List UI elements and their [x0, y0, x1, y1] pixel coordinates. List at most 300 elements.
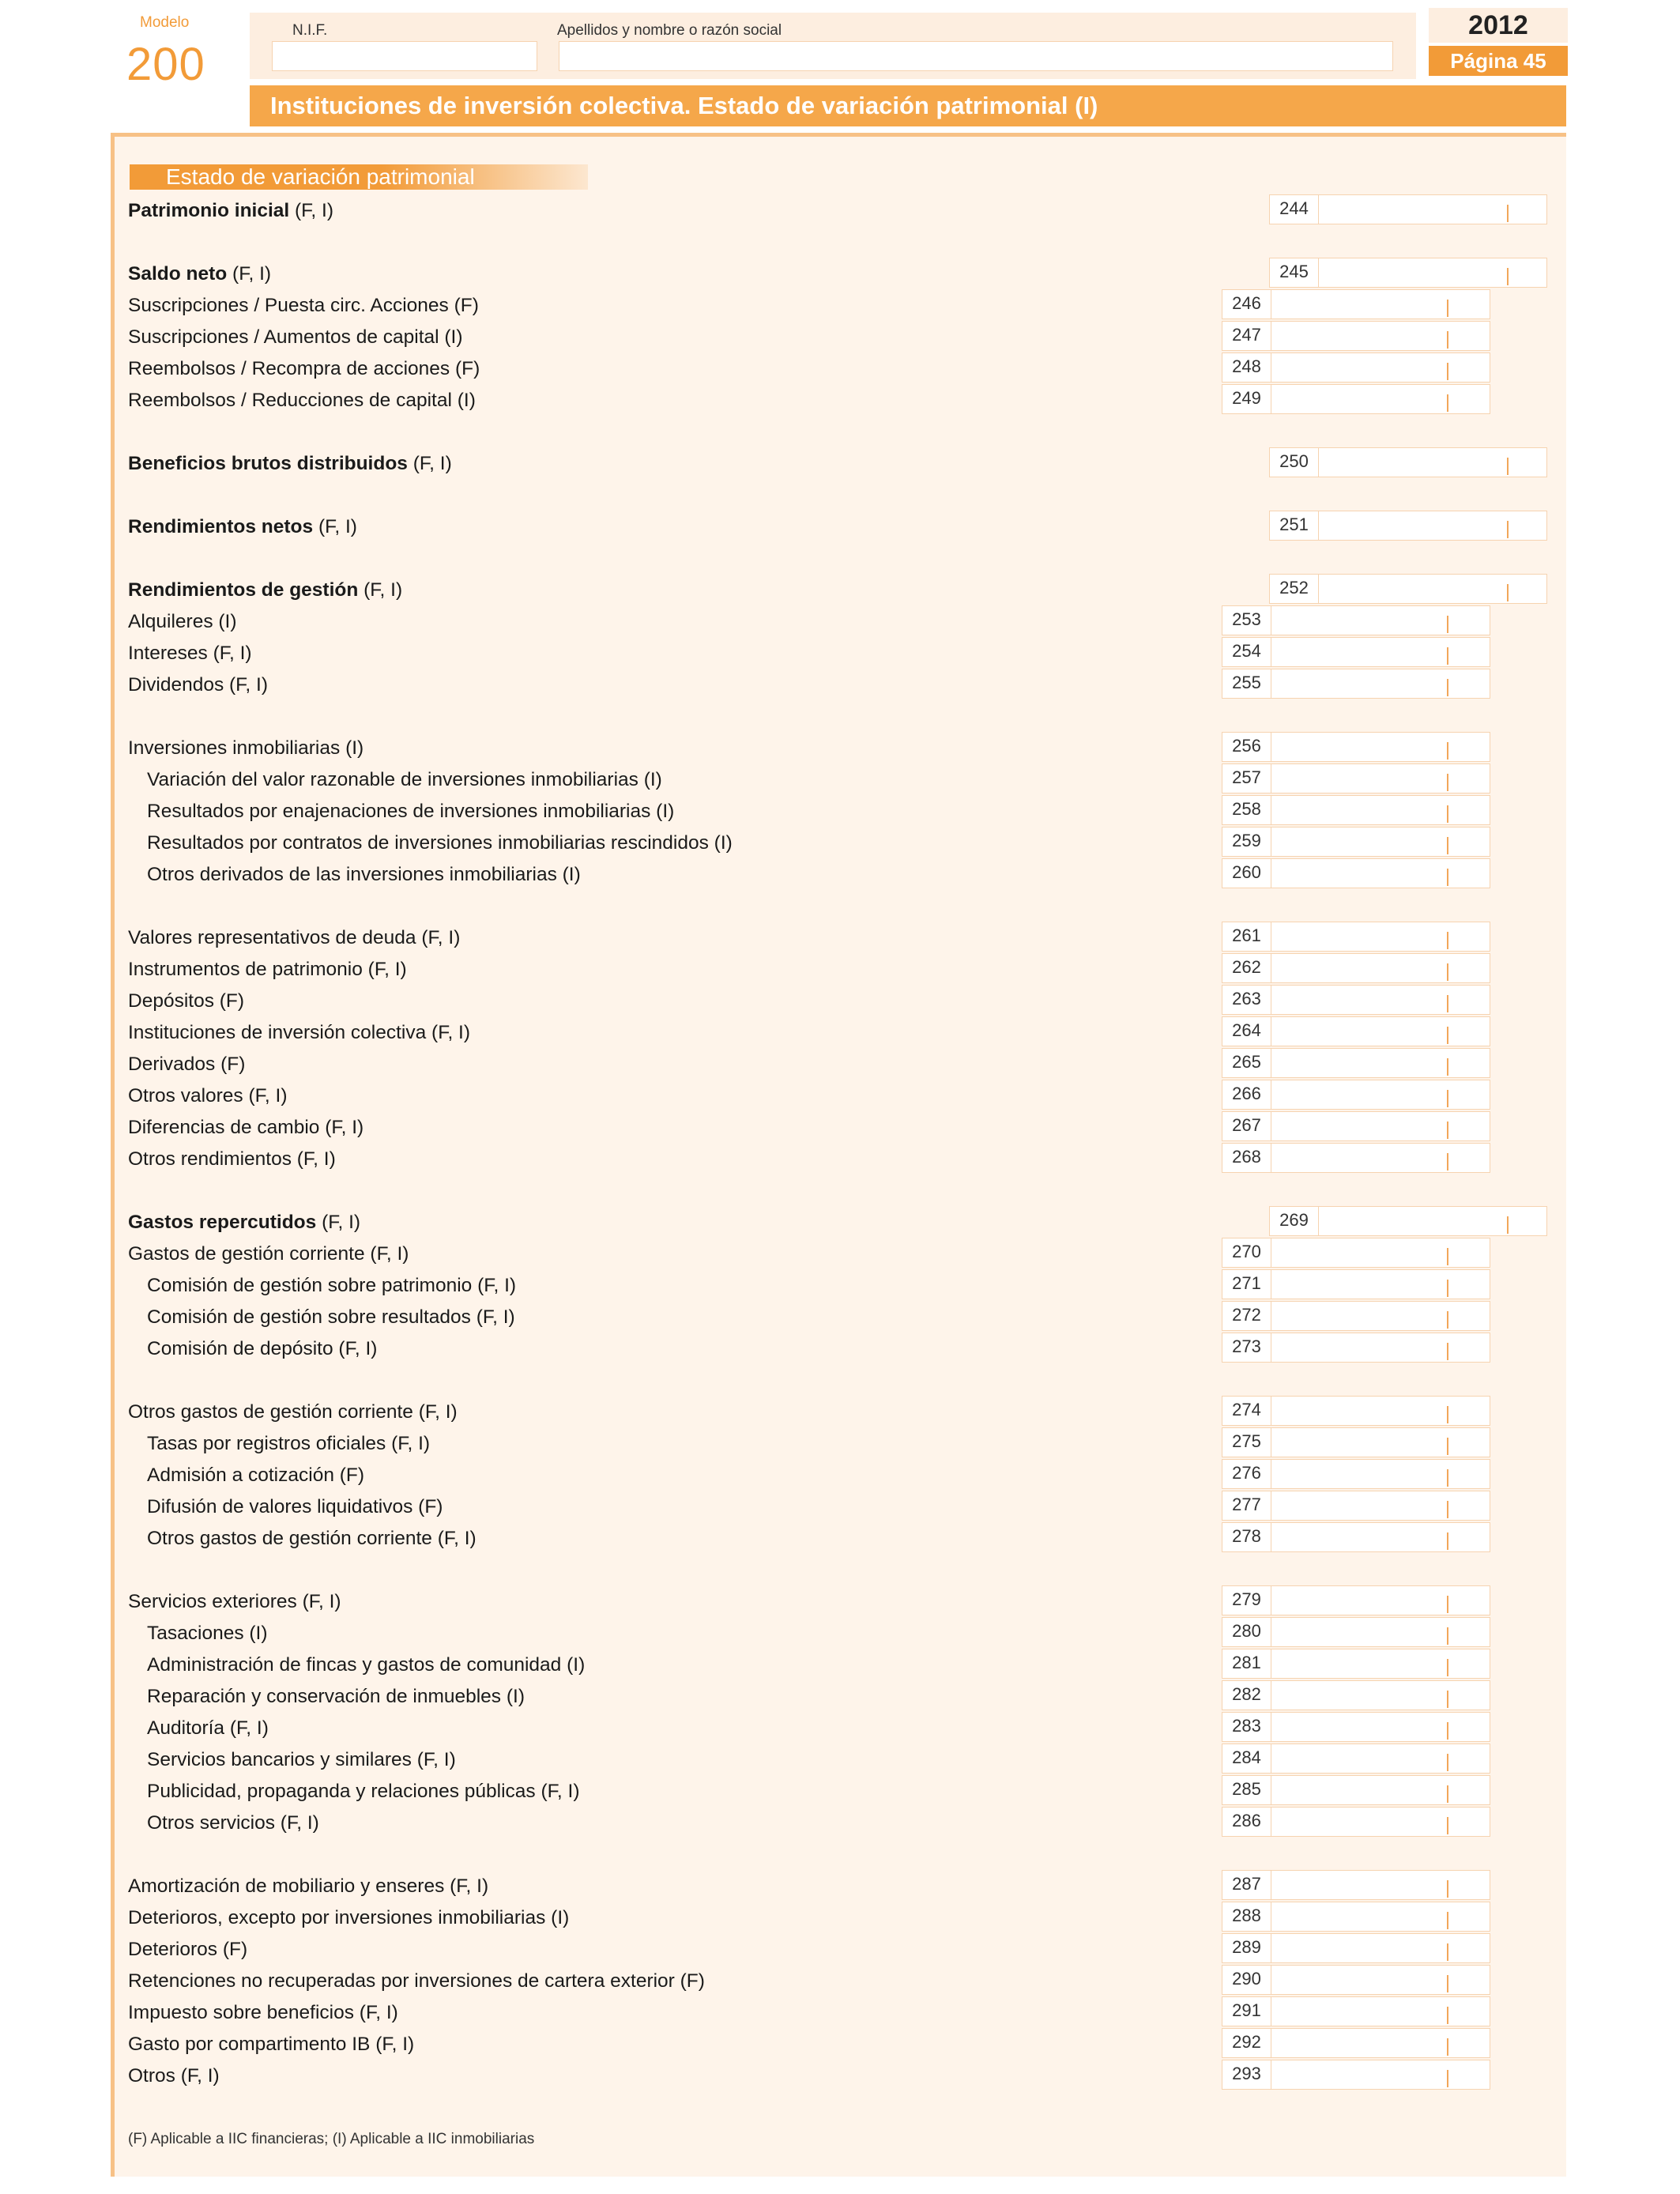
amount-field-252[interactable]: [1269, 574, 1547, 604]
box-code: 277: [1222, 1491, 1271, 1520]
row-label-text: Tasas por registros oficiales (F, I): [147, 1433, 431, 1454]
form-row-264: [128, 1020, 1222, 1046]
form-row-274: [128, 1399, 1222, 1426]
row-label: [147, 1717, 1222, 1740]
decimal-separator-mark: [1447, 1659, 1448, 1676]
decimal-separator-mark: [1447, 363, 1448, 380]
box-code: 248: [1222, 353, 1271, 382]
amount-field-270[interactable]: [1222, 1238, 1490, 1268]
row-label-bold: Beneficios brutos distribuidos: [128, 453, 408, 474]
row-label: [128, 673, 1222, 697]
decimal-separator-mark: [1447, 1817, 1448, 1834]
row-label: [128, 2033, 1222, 2056]
row-label-text: Gastos de gestión corriente (F, I): [128, 1243, 409, 1265]
form-row-279: [128, 1589, 1222, 1615]
decimal-separator-mark: [1447, 742, 1448, 760]
name-field[interactable]: [559, 41, 1393, 71]
form-row-245: [128, 261, 1258, 288]
row-label: [128, 1021, 1222, 1045]
section-title: Estado de variación patrimonial: [130, 164, 588, 190]
row-label-text: Otros servicios (F, I): [147, 1812, 319, 1834]
form-row-289: [128, 1936, 1222, 1963]
row-label: [128, 357, 1222, 381]
amount-field-250[interactable]: [1269, 447, 1547, 477]
box-code: 246: [1222, 290, 1271, 319]
row-label-text: Derivados (F): [128, 1054, 246, 1075]
amount-field-293[interactable]: [1222, 2060, 1490, 2090]
row-label-text: Resultados por contratos de inversiones inmobiliarias rescindidos (I): [147, 832, 733, 854]
amount-field-292[interactable]: [1222, 2028, 1490, 2058]
form-row-268: [128, 1146, 1222, 1173]
box-code: 268: [1222, 1144, 1271, 1172]
decimal-separator-mark: [1447, 1501, 1448, 1518]
decimal-separator-mark: [1447, 1627, 1448, 1645]
decimal-separator-mark: [1447, 1754, 1448, 1771]
form-row-291: [128, 2000, 1222, 2026]
row-label: [128, 294, 1222, 318]
box-code: 267: [1222, 1112, 1271, 1140]
row-label: [128, 2001, 1222, 2025]
box-code: 250: [1270, 448, 1319, 477]
amount-field-254[interactable]: [1222, 637, 1490, 667]
amount-field-263[interactable]: [1222, 985, 1490, 1015]
box-code: 257: [1222, 764, 1271, 793]
form-row-285: [147, 1778, 1222, 1805]
amount-field-289[interactable]: [1222, 1933, 1490, 1963]
amount-field-249[interactable]: [1222, 384, 1490, 414]
decimal-separator-mark: [1447, 1596, 1448, 1613]
row-label: [147, 831, 1222, 855]
form-row-261: [128, 925, 1222, 952]
decimal-separator-mark: [1447, 1912, 1448, 1929]
form-row-246: [128, 292, 1222, 319]
row-label: [147, 768, 1222, 792]
row-label: [128, 958, 1222, 982]
form-row-269: [128, 1209, 1258, 1236]
form-row-250: [128, 450, 1258, 477]
box-code: 269: [1270, 1207, 1319, 1235]
row-label-text: Impuesto sobre beneficios (F, I): [128, 2002, 398, 2023]
amount-field-265[interactable]: [1222, 1048, 1490, 1078]
row-label: [128, 1084, 1222, 1108]
amount-field-262[interactable]: [1222, 953, 1490, 983]
row-label-text: Otros valores (F, I): [128, 1085, 288, 1106]
row-label-bold: Gastos repercutidos: [128, 1212, 317, 1233]
row-label-text: Comisión de gestión sobre resultados (F, I): [147, 1306, 515, 1328]
decimal-separator-mark: [1447, 1153, 1448, 1171]
decimal-separator-mark: [1447, 679, 1448, 696]
decimal-separator-mark: [1447, 300, 1448, 317]
box-code: 288: [1222, 1902, 1271, 1931]
row-label: [128, 1875, 1222, 1898]
decimal-separator-mark: [1447, 1469, 1448, 1487]
row-label: [128, 1400, 1222, 1424]
decimal-separator-mark: [1447, 805, 1448, 823]
box-code: 290: [1222, 1966, 1271, 1994]
amount-field-261[interactable]: [1222, 922, 1490, 952]
amount-field-268[interactable]: [1222, 1143, 1490, 1173]
row-label: [128, 1053, 1222, 1076]
form-row-255: [128, 672, 1222, 699]
row-label-text: Servicios bancarios y similares (F, I): [147, 1749, 456, 1770]
amount-field-283[interactable]: [1222, 1712, 1490, 1742]
box-code: 249: [1222, 385, 1271, 413]
decimal-separator-mark: [1447, 394, 1448, 412]
row-label: [147, 1306, 1222, 1329]
row-label-text: Dividendos (F, I): [128, 674, 269, 696]
decimal-separator-mark: [1447, 869, 1448, 886]
row-label: [147, 1685, 1222, 1709]
box-code: 272: [1222, 1302, 1271, 1330]
box-code: 276: [1222, 1460, 1271, 1488]
amount-field-287[interactable]: [1222, 1870, 1490, 1900]
row-label-text: Gasto por compartimento IB (F, I): [128, 2034, 415, 2055]
amount-field-264[interactable]: [1222, 1016, 1490, 1046]
form-row-266: [128, 1083, 1222, 1110]
row-label-text: Administración de fincas y gastos de comunidad (I): [147, 1654, 586, 1676]
amount-field-278[interactable]: [1222, 1522, 1490, 1552]
row-label: [128, 1906, 1222, 1930]
decimal-separator-mark: [1447, 1691, 1448, 1708]
form-row-282: [147, 1683, 1222, 1710]
form-row-271: [147, 1272, 1222, 1299]
form-row-288: [128, 1905, 1222, 1932]
box-code: 281: [1222, 1649, 1271, 1678]
row-label: [147, 1464, 1222, 1487]
amount-field-275[interactable]: [1222, 1427, 1490, 1457]
row-label: [128, 199, 1258, 223]
amount-field-244[interactable]: [1269, 194, 1547, 224]
decimal-separator-mark: [1447, 1343, 1448, 1360]
decimal-separator-mark: [1447, 837, 1448, 854]
amount-field-258[interactable]: [1222, 795, 1490, 825]
amount-field-255[interactable]: [1222, 669, 1490, 699]
row-label: [128, 1116, 1222, 1140]
decimal-separator-mark: [1447, 2070, 1448, 2087]
row-label-text: (F, I): [358, 579, 403, 601]
page-badge: Página 45: [1429, 46, 1568, 76]
decimal-separator-mark: [1507, 458, 1509, 475]
form-row-281: [147, 1652, 1222, 1679]
row-label: [128, 515, 1258, 539]
form-row-249: [128, 387, 1222, 414]
amount-field-284[interactable]: [1222, 1744, 1490, 1774]
row-label: [147, 1495, 1222, 1519]
decimal-separator-mark: [1507, 521, 1509, 538]
row-label-text: Resultados por enajenaciones de inversiones inmobiliarias (I): [147, 801, 675, 822]
form-row-280: [147, 1620, 1222, 1647]
box-code: 264: [1222, 1017, 1271, 1046]
box-code: 256: [1222, 733, 1271, 761]
row-label-text: Instituciones de inversión colectiva (F, I): [128, 1022, 471, 1043]
form-row-278: [147, 1525, 1222, 1552]
form-row-276: [147, 1462, 1222, 1489]
box-code: 293: [1222, 2060, 1271, 2089]
row-label-text: Tasaciones (I): [147, 1623, 268, 1644]
decimal-separator-mark: [1447, 1027, 1448, 1044]
row-label: [147, 1337, 1222, 1361]
box-code: 255: [1222, 669, 1271, 698]
row-label-text: Depósitos (F): [128, 990, 245, 1012]
amount-field-282[interactable]: [1222, 1680, 1490, 1710]
modelo-number: 200: [126, 39, 205, 90]
nif-field[interactable]: [272, 41, 537, 71]
amount-field-251[interactable]: [1269, 511, 1547, 541]
row-label-text: Intereses (F, I): [128, 643, 252, 664]
row-label-bold: Rendimientos de gestión: [128, 579, 359, 601]
row-label-text: Instrumentos de patrimonio (F, I): [128, 959, 407, 980]
form-row-286: [147, 1810, 1222, 1837]
row-label: [147, 1274, 1222, 1298]
amount-field-281[interactable]: [1222, 1649, 1490, 1679]
amount-field-291[interactable]: [1222, 1996, 1490, 2026]
amount-field-285[interactable]: [1222, 1775, 1490, 1805]
year-badge: 2012: [1429, 8, 1568, 43]
form-row-283: [147, 1715, 1222, 1742]
amount-field-286[interactable]: [1222, 1807, 1490, 1837]
row-label: [128, 452, 1258, 476]
box-code: 254: [1222, 638, 1271, 666]
row-label-text: Difusión de valores liquidativos (F): [147, 1496, 443, 1517]
row-label-text: Inversiones inmobiliarias (I): [128, 737, 364, 759]
form-row-273: [147, 1336, 1222, 1363]
row-label-text: Retenciones no recuperadas por inversiones de cartera exterior (F): [128, 1970, 705, 1992]
box-code: 286: [1222, 1808, 1271, 1836]
decimal-separator-mark: [1447, 1406, 1448, 1423]
row-label-text: Reparación y conservación de inmuebles (I): [147, 1686, 525, 1707]
box-code: 245: [1270, 258, 1319, 287]
amount-field-253[interactable]: [1222, 605, 1490, 635]
row-label-text: Deterioros, excepto por inversiones inmobiliarias (I): [128, 1907, 570, 1928]
amount-field-272[interactable]: [1222, 1301, 1490, 1331]
row-label: [147, 1653, 1222, 1677]
row-label: [147, 800, 1222, 824]
amount-field-276[interactable]: [1222, 1459, 1490, 1489]
form-row-272: [147, 1304, 1222, 1331]
row-label-text: Otros (F, I): [128, 2065, 220, 2087]
row-label: [128, 990, 1222, 1013]
decimal-separator-mark: [1507, 584, 1509, 601]
decimal-separator-mark: [1447, 1943, 1448, 1961]
row-label: [147, 1432, 1222, 1456]
decimal-separator-mark: [1447, 1311, 1448, 1329]
form-row-270: [128, 1241, 1222, 1268]
decimal-separator-mark: [1447, 1722, 1448, 1740]
row-label: [128, 2064, 1222, 2088]
box-code: 271: [1222, 1270, 1271, 1299]
box-code: 263: [1222, 986, 1271, 1014]
decimal-separator-mark: [1447, 1248, 1448, 1265]
amount-field-279[interactable]: [1222, 1585, 1490, 1615]
box-code: 291: [1222, 1997, 1271, 2026]
box-code: 260: [1222, 859, 1271, 888]
decimal-separator-mark: [1447, 2038, 1448, 2056]
form-row-267: [128, 1114, 1222, 1141]
amount-field-277[interactable]: [1222, 1491, 1490, 1521]
row-label-text: Alquileres (I): [128, 611, 237, 632]
row-label: [128, 262, 1258, 286]
row-label-text: (F, I): [289, 200, 334, 221]
decimal-separator-mark: [1447, 2007, 1448, 2024]
form-row-251: [128, 514, 1258, 541]
box-code: 283: [1222, 1713, 1271, 1741]
decimal-separator-mark: [1447, 1090, 1448, 1107]
amount-field-290[interactable]: [1222, 1965, 1490, 1995]
row-label: [128, 389, 1222, 413]
amount-field-274[interactable]: [1222, 1396, 1490, 1426]
modelo-label: Modelo: [140, 14, 190, 31]
row-label: [128, 642, 1222, 665]
decimal-separator-mark: [1447, 1975, 1448, 1992]
form-row-265: [128, 1051, 1222, 1078]
form-row-244: [128, 198, 1258, 224]
name-label: Apellidos y nombre o razón social: [557, 22, 782, 39]
decimal-separator-mark: [1507, 1216, 1509, 1234]
row-label-text: Valores representativos de deuda (F, I): [128, 927, 461, 948]
form-row-259: [147, 830, 1222, 857]
row-label-text: Comisión de gestión sobre patrimonio (F, I): [147, 1275, 517, 1296]
row-label: [128, 1970, 1222, 1993]
row-label: [128, 1211, 1258, 1235]
box-code: 247: [1222, 322, 1271, 350]
row-label-text: Reembolsos / Recompra de acciones (F): [128, 358, 480, 379]
row-label: [128, 1938, 1222, 1962]
amount-field-260[interactable]: [1222, 858, 1490, 888]
row-label-text: Otros gastos de gestión corriente (F, I): [147, 1528, 477, 1549]
amount-field-246[interactable]: [1222, 289, 1490, 319]
amount-field-288[interactable]: [1222, 1902, 1490, 1932]
form-row-254: [128, 640, 1222, 667]
form-row-287: [128, 1873, 1222, 1900]
decimal-separator-mark: [1447, 1785, 1448, 1803]
amount-field-271[interactable]: [1222, 1269, 1490, 1299]
row-label-text: Servicios exteriores (F, I): [128, 1591, 341, 1612]
amount-field-257[interactable]: [1222, 763, 1490, 794]
decimal-separator-mark: [1507, 205, 1509, 222]
amount-field-245[interactable]: [1269, 258, 1547, 288]
box-code: 280: [1222, 1618, 1271, 1646]
box-code: 266: [1222, 1080, 1271, 1109]
row-label-bold: Saldo neto: [128, 263, 228, 285]
row-label-text: Admisión a cotización (F): [147, 1465, 365, 1486]
decimal-separator-mark: [1447, 1532, 1448, 1550]
row-label-bold: Rendimientos netos: [128, 516, 314, 537]
decimal-separator-mark: [1447, 963, 1448, 981]
row-label-text: (F, I): [407, 453, 452, 474]
box-code: 251: [1270, 511, 1319, 540]
decimal-separator-mark: [1447, 1122, 1448, 1139]
form-row-258: [147, 798, 1222, 825]
form-row-256: [128, 735, 1222, 762]
amount-field-273[interactable]: [1222, 1333, 1490, 1363]
amount-field-259[interactable]: [1222, 827, 1490, 857]
row-label-text: Amortización de mobiliario y enseres (F, I): [128, 1875, 489, 1897]
row-label: [147, 1527, 1222, 1551]
row-label-text: Deterioros (F): [128, 1939, 248, 1960]
decimal-separator-mark: [1447, 1280, 1448, 1297]
row-label: [147, 1622, 1222, 1646]
row-label: [128, 1148, 1222, 1171]
form-row-263: [128, 988, 1222, 1015]
form-row-293: [128, 2063, 1222, 2090]
box-code: 252: [1270, 575, 1319, 603]
footnote: (F) Aplicable a IIC financieras; (I) Aplicable a IIC inmobiliarias: [128, 2131, 535, 2147]
box-code: 285: [1222, 1776, 1271, 1804]
form-row-248: [128, 356, 1222, 383]
amount-field-280[interactable]: [1222, 1617, 1490, 1647]
box-code: 258: [1222, 796, 1271, 824]
box-code: 279: [1222, 1586, 1271, 1615]
decimal-separator-mark: [1447, 774, 1448, 791]
amount-field-247[interactable]: [1222, 321, 1490, 351]
row-label-text: Diferencias de cambio (F, I): [128, 1117, 364, 1138]
row-label-text: Otros derivados de las inversiones inmobiliarias (I): [147, 864, 581, 885]
box-code: 274: [1222, 1397, 1271, 1425]
row-label-text: Suscripciones / Puesta circ. Acciones (F): [128, 295, 479, 316]
form-row-277: [147, 1494, 1222, 1521]
amount-field-256[interactable]: [1222, 732, 1490, 762]
form-row-257: [147, 767, 1222, 794]
decimal-separator-mark: [1447, 1880, 1448, 1898]
form-row-262: [128, 956, 1222, 983]
box-code: 278: [1222, 1523, 1271, 1551]
row-label: [128, 326, 1222, 349]
row-label-text: Otros gastos de gestión corriente (F, I): [128, 1401, 458, 1423]
box-code: 244: [1270, 195, 1319, 224]
page-title: Instituciones de inversión colectiva. Estado de variación patrimonial (I): [250, 85, 1566, 126]
box-code: 289: [1222, 1934, 1271, 1962]
decimal-separator-mark: [1447, 995, 1448, 1012]
box-code: 273: [1222, 1333, 1271, 1362]
row-label: [128, 737, 1222, 760]
form-row-284: [147, 1747, 1222, 1774]
box-code: 287: [1222, 1871, 1271, 1899]
form-row-253: [128, 609, 1222, 635]
form-row-247: [128, 324, 1222, 351]
amount-field-248[interactable]: [1222, 352, 1490, 383]
amount-field-269[interactable]: [1269, 1206, 1547, 1236]
row-label-text: Publicidad, propaganda y relaciones públicas (F, I): [147, 1781, 580, 1802]
decimal-separator-mark: [1447, 331, 1448, 349]
row-label: [128, 1242, 1222, 1266]
form-row-275: [147, 1431, 1222, 1457]
box-code: 253: [1222, 606, 1271, 635]
row-label-text: Suscripciones / Aumentos de capital (I): [128, 326, 463, 348]
row-label-bold: Patrimonio inicial: [128, 200, 290, 221]
row-label: [147, 1811, 1222, 1835]
decimal-separator-mark: [1447, 1058, 1448, 1076]
box-code: 292: [1222, 2029, 1271, 2057]
decimal-separator-mark: [1447, 616, 1448, 633]
decimal-separator-mark: [1507, 268, 1509, 285]
form-row-290: [128, 1968, 1222, 1995]
form-row-292: [128, 2031, 1222, 2058]
box-code: 270: [1222, 1238, 1271, 1267]
decimal-separator-mark: [1447, 1438, 1448, 1455]
row-label: [128, 1590, 1222, 1614]
row-label-text: Otros rendimientos (F, I): [128, 1148, 336, 1170]
box-code: 282: [1222, 1681, 1271, 1710]
amount-field-266[interactable]: [1222, 1080, 1490, 1110]
box-code: 284: [1222, 1744, 1271, 1773]
row-label: [128, 610, 1222, 634]
row-label: [147, 863, 1222, 887]
box-code: 265: [1222, 1049, 1271, 1077]
form-row-260: [147, 861, 1222, 888]
row-label-text: (F, I): [227, 263, 272, 285]
amount-field-267[interactable]: [1222, 1111, 1490, 1141]
nif-label: N.I.F.: [292, 22, 328, 39]
